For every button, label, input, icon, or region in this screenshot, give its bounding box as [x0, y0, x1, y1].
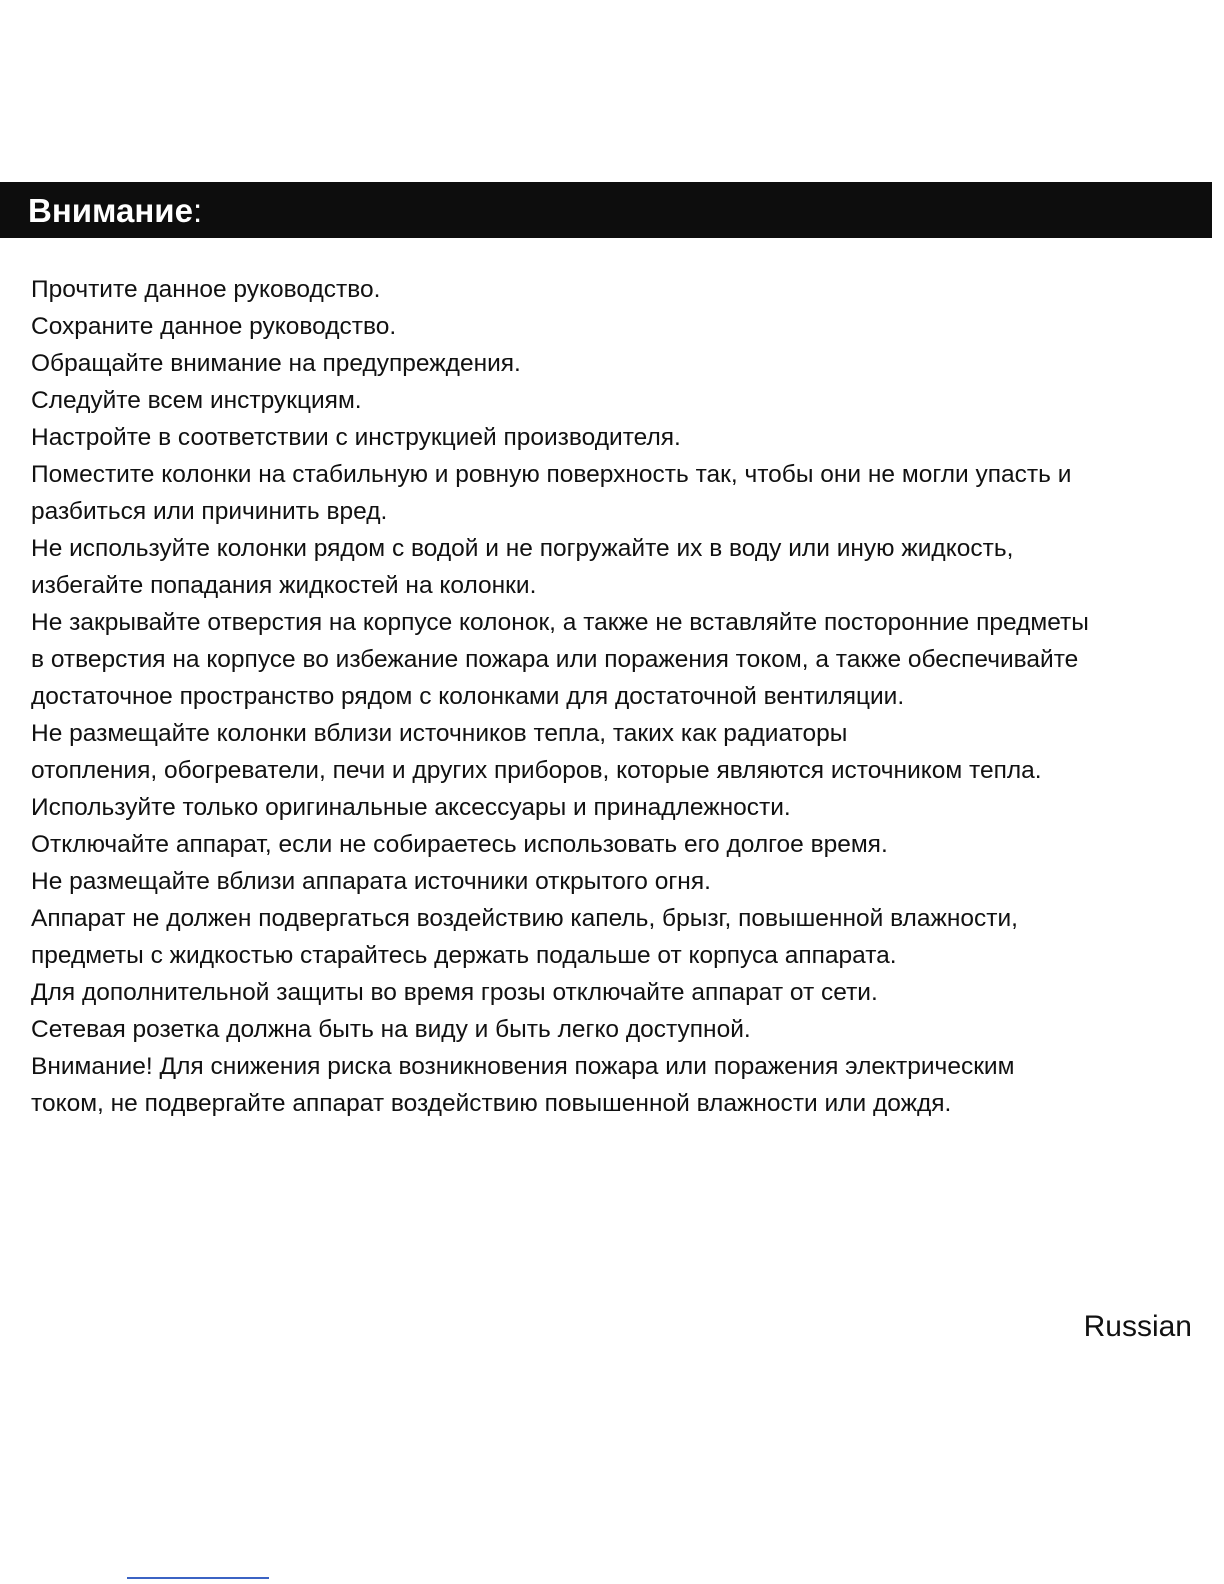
instruction-line: Поместите колонки на стабильную и ровную поверхность так, чтобы они не могли упасть и — [31, 461, 1072, 488]
instruction-line: предметы с жидкостью старайтесь держать подальше от корпуса аппарата. — [31, 942, 897, 969]
instruction-line: Не размещайте колонки вблизи источников тепла, таких как радиаторы — [31, 720, 848, 747]
instruction-line: током, не подвергайте аппарат воздействию повышенной влажности или дождя. — [31, 1090, 952, 1117]
instruction-line: Аппарат не должен подвергаться воздействию капель, брызг, повышенной влажности, — [31, 905, 1018, 932]
instruction-line: Используйте только оригинальные аксессуары и принадлежности. — [31, 794, 791, 821]
instruction-line: в отверстия на корпусе во избежание пожара или поражения током, а также обеспечивайте — [31, 646, 1079, 673]
instruction-line: Сохраните данное руководство. — [31, 313, 397, 340]
instruction-line: Обращайте внимание на предупреждения. — [31, 350, 521, 377]
instruction-line: Для дополнительной защиты во время грозы отключайте аппарат от сети. — [31, 979, 878, 1006]
language-label: Russian — [1083, 1310, 1192, 1343]
instruction-line: Следуйте всем инструкциям. — [31, 387, 362, 414]
instruction-line: достаточное пространство рядом с колонками для достаточной вентиляции. — [31, 683, 905, 710]
warning-header-bar — [0, 182, 1212, 238]
instruction-line: Не закрывайте отверстия на корпусе колонок, а также не вставляйте посторонние предметы — [31, 609, 1089, 636]
instruction-line: Сетевая розетка должна быть на виду и быть легко доступной. — [31, 1016, 751, 1043]
instruction-line: Прочтите данное руководство. — [31, 276, 381, 303]
instruction-line: Не размещайте вблизи аппарата источники открытого огня. — [31, 868, 711, 895]
instruction-line: Не используйте колонки рядом с водой и не погружайте их в воду или иную жидкость, — [31, 535, 1014, 562]
warning-title — [28, 191, 203, 229]
footer-divider — [127, 1577, 269, 1579]
instruction-line: Отключайте аппарат, если не собираетесь использовать его долгое время. — [31, 831, 888, 858]
safety-instructions — [31, 271, 1211, 1122]
instruction-line: разбиться или причинить вред. — [31, 498, 388, 525]
instruction-line: Настройте в соответствии с инструкцией производителя. — [31, 424, 681, 451]
instruction-line: отопления, обогреватели, печи и других приборов, которые являются источником тепла. — [31, 757, 1042, 784]
warning-title-colon: : — [192, 191, 203, 229]
instruction-line: Внимание! Для снижения риска возникновения пожара или поражения электрическим — [31, 1053, 1015, 1080]
instruction-line: избегайте попадания жидкостей на колонки. — [31, 572, 537, 599]
warning-title-word: Внимание — [28, 191, 193, 229]
